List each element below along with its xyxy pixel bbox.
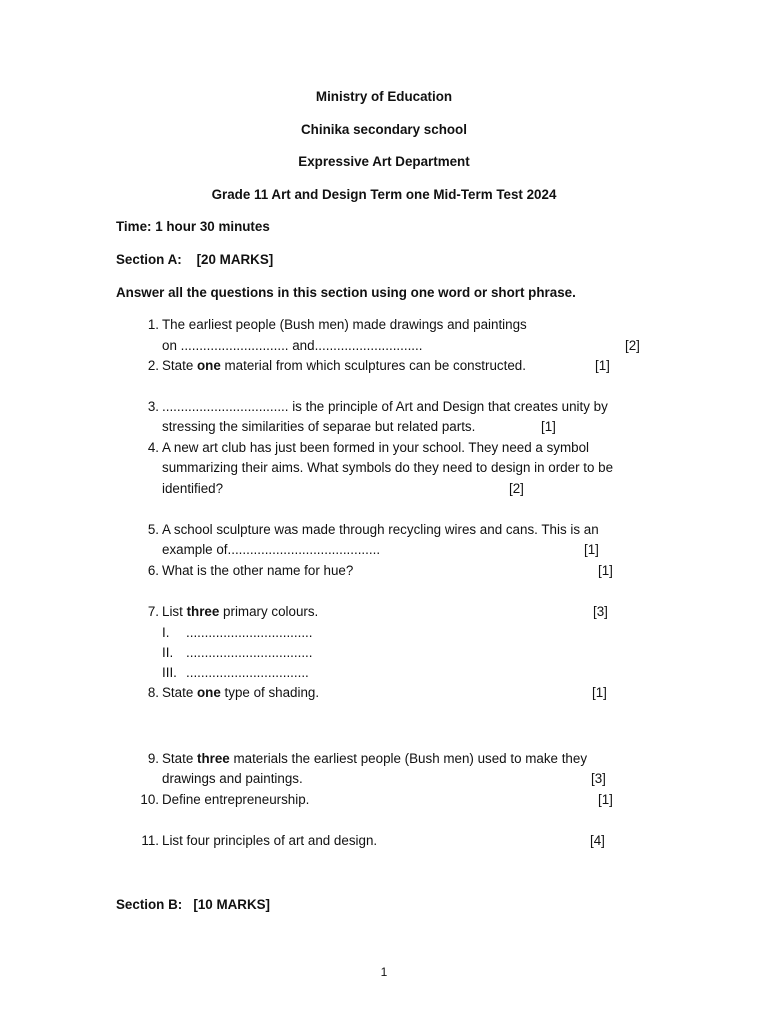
question-number: 4. xyxy=(147,440,159,455)
question-text: List four principles of art and design. xyxy=(162,833,378,848)
question-text: Define entrepreneurship. xyxy=(162,792,310,807)
question-number: 3. xyxy=(147,399,159,414)
question-number: 9. xyxy=(147,751,159,766)
section-a-title: Section A: [20 MARKS] xyxy=(116,252,274,267)
question-text: State one type of shading. xyxy=(162,685,320,700)
question-text: stressing the similarities of separae but related parts. xyxy=(162,419,476,434)
time-allowed: Time: 1 hour 30 minutes xyxy=(116,219,270,234)
question-text: What is the other name for hue? xyxy=(162,563,354,578)
question-text: identified? xyxy=(162,481,224,496)
answer-line-2: II. .................................. xyxy=(162,645,313,660)
test-title: Grade 11 Art and Design Term one Mid-Term Test 2024 xyxy=(211,187,557,202)
question-text: The earliest people (Bush men) made drawings and paintings xyxy=(162,317,527,332)
question-number: 1. xyxy=(147,317,159,332)
question-mark: [1] xyxy=(598,563,613,578)
question-number: 7. xyxy=(147,604,159,619)
question-mark: [2] xyxy=(509,481,524,496)
section-b-title: Section B: [10 MARKS] xyxy=(116,897,271,912)
question-number: 6. xyxy=(147,563,159,578)
question-text: State three materials the earliest people (Bush men) used to make they xyxy=(162,751,588,766)
question-text: .................................. is the principle of Art and Design that creates unity by xyxy=(162,399,608,414)
question-number: 8. xyxy=(147,685,159,700)
question-number: 2. xyxy=(147,358,159,373)
question-text: example of......................................... xyxy=(162,542,381,557)
question-number: 10. xyxy=(140,792,159,807)
question-mark: [4] xyxy=(590,833,605,848)
page-number: 1 xyxy=(380,965,388,979)
question-mark: [3] xyxy=(593,604,608,619)
answer-line-1: I. .................................. xyxy=(162,625,313,640)
question-number: 11. xyxy=(141,833,159,848)
question-mark: [1] xyxy=(598,792,613,807)
question-mark: [1] xyxy=(595,358,610,373)
school-heading: Chinika secondary school xyxy=(301,122,467,137)
question-text: A school sculpture was made through recycling wires and cans. This is an xyxy=(162,522,599,537)
answer-line-3: III. ................................. xyxy=(162,665,309,680)
ministry-heading: Ministry of Education xyxy=(315,89,453,104)
question-mark: [1] xyxy=(592,685,607,700)
question-text: List three primary colours. xyxy=(162,604,319,619)
question-number: 5. xyxy=(147,522,159,537)
question-text: A new art club has just been formed in your school. They need a symbol xyxy=(162,440,590,455)
question-text: summarizing their aims. What symbols do they need to design in order to be xyxy=(162,460,614,475)
question-mark: [3] xyxy=(591,771,606,786)
question-text: on ............................. and............................. xyxy=(162,338,423,353)
department-heading: Expressive Art Department xyxy=(298,154,470,169)
question-mark: [1] xyxy=(541,419,556,434)
section-a-instruction: Answer all the questions in this section using one word or short phrase. xyxy=(116,285,576,300)
question-text: drawings and paintings. xyxy=(162,771,303,786)
question-text: State one material from which sculptures can be constructed. xyxy=(162,358,526,373)
question-mark: [1] xyxy=(584,542,599,557)
question-mark: [2] xyxy=(625,338,640,353)
